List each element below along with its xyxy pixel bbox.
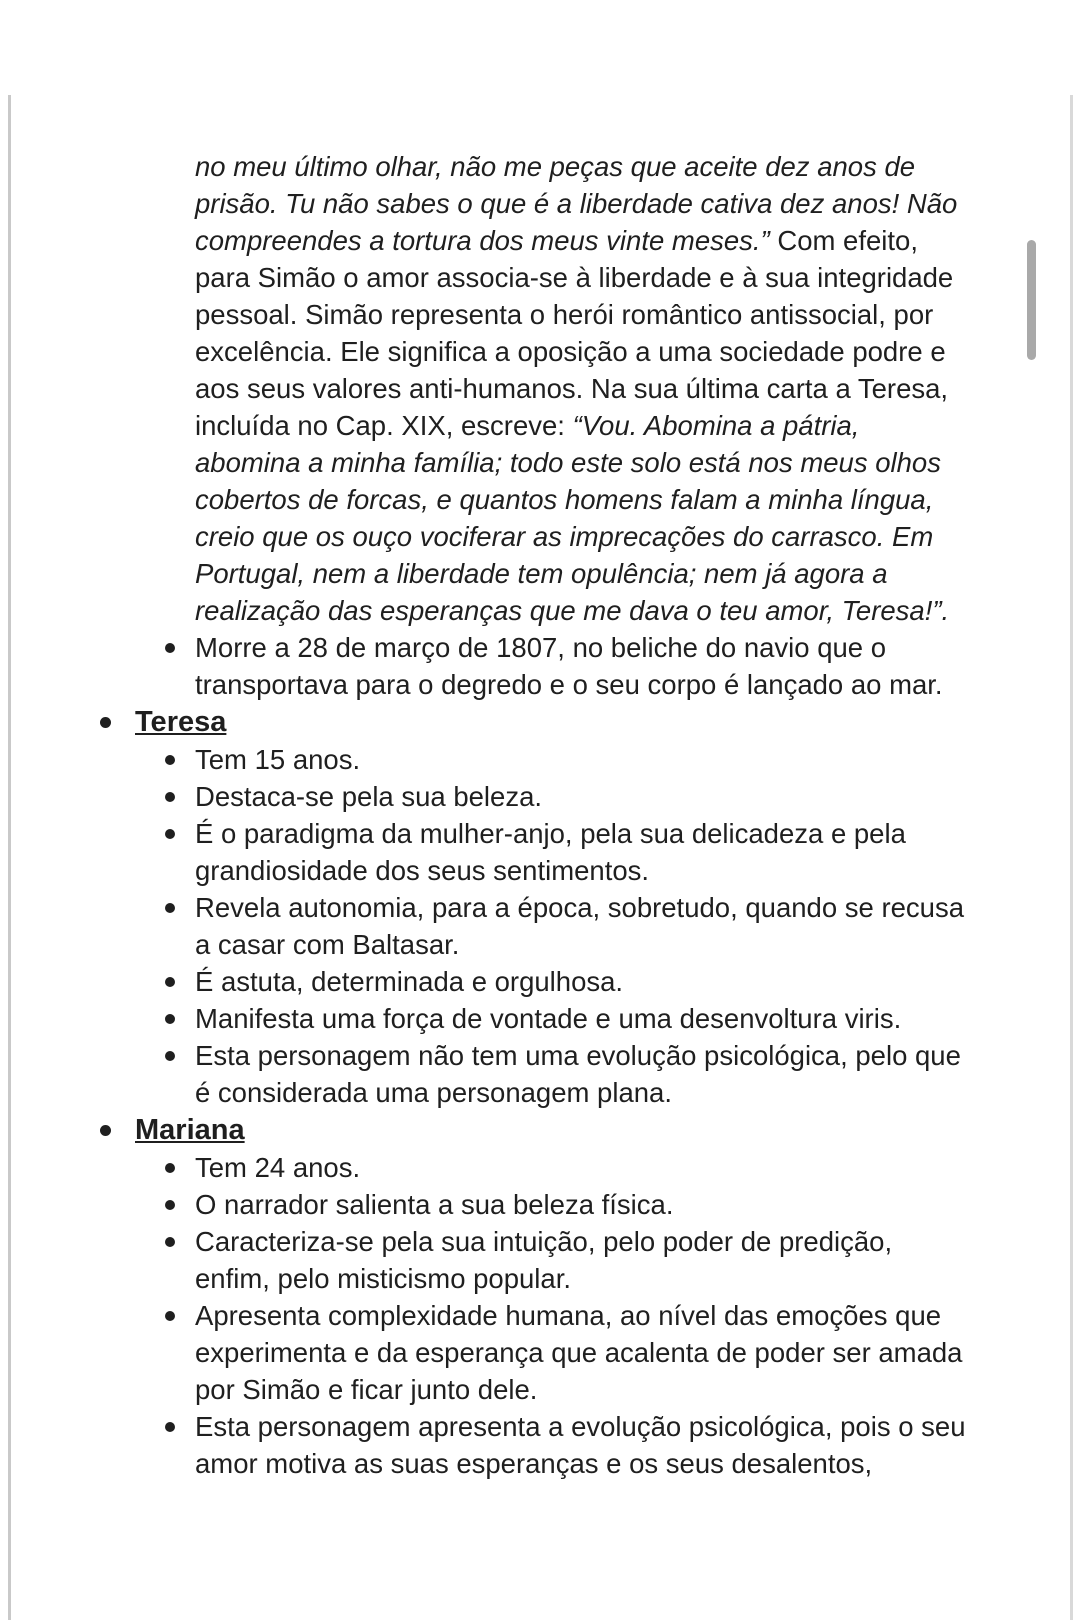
list-item: Destaca-se pela sua beleza. (0, 778, 970, 815)
narration-text: Com efeito, para Simão o amor associa-se à liberdade e à sua integridade pessoal. Simão representa o herói romântico antissocial, por excelência. Ele significa a oposição a uma sociedade podre e aos seus valores anti-humanos. Na sua última carta a Teresa, incluída no Cap. XIX, escreve: (195, 225, 954, 441)
quote-text-1: no meu último olhar, não me peças que aceite dez anos de prisão. Tu não sabes o que é a liberdade cativa dez anos! Não compreendes a tortura dos meus vinte meses.” (195, 151, 958, 256)
list-item: O narrador salienta a sua beleza física. (0, 1186, 970, 1223)
section-title-mariana (0, 1111, 970, 1149)
section-title-label: Mariana (135, 1114, 245, 1146)
section-title-teresa (0, 703, 970, 741)
quote-text-2: “Vou. Abomina a pátria, abomina a minha família; todo este solo está nos meus olhos cobertos de forcas, e quantos homens falam a minha língua, creio que os ouço vociferar as imprecações do carrasco. Em Portugal, nem a liberdade tem opulência; nem já agora a realização das esperanças que me dava o teu amor, Teresa!”. (195, 410, 950, 626)
list-item: Tem 24 anos. (0, 1149, 970, 1186)
list-item: É astuta, determinada e orgulhosa. (0, 963, 970, 1000)
list-item: Tem 15 anos. (0, 741, 970, 778)
list-item: Esta personagem não tem uma evolução psicológica, pelo que é considerada uma personagem plana. (0, 1037, 970, 1111)
list-item: Revela autonomia, para a época, sobretudo, quando se recusa a casar com Baltasar. (0, 889, 970, 963)
list-item: Caracteriza-se pela sua intuição, pelo poder de predição, enfim, pelo misticismo popular. (0, 1223, 970, 1297)
section-title-label: Teresa (135, 706, 227, 738)
paragraph-continuation (195, 148, 970, 629)
list-item: Manifesta uma força de vontade e uma desenvoltura viris. (0, 1000, 970, 1037)
list-item: Morre a 28 de março de 1807, no beliche do navio que o transportava para o degredo e o seu corpo é lançado ao mar. (0, 629, 970, 703)
list-item: Esta personagem apresenta a evolução psicológica, pois o seu amor motiva as suas esperanças e os seus desalentos, (0, 1408, 970, 1482)
list-item: Apresenta complexidade humana, ao nível das emoções que experimenta e da esperança que acalenta de poder ser amada por Simão e ficar junto dele. (0, 1297, 970, 1408)
list-item: É o paradigma da mulher-anjo, pela sua delicadeza e pela grandiosidade dos seus sentimentos. (0, 815, 970, 889)
